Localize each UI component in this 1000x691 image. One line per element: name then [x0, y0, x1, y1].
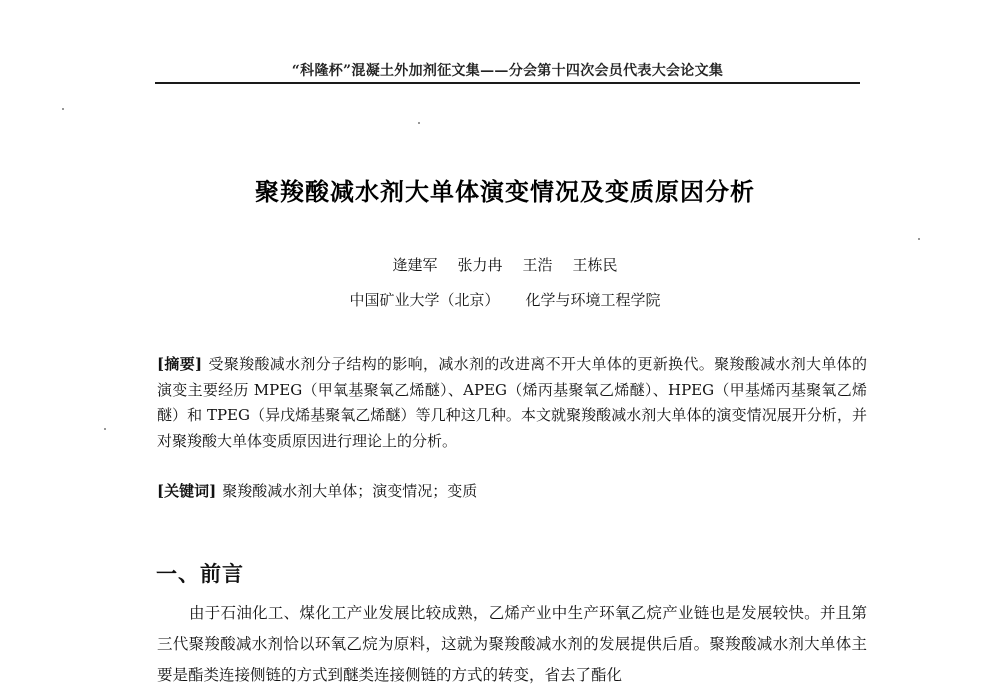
scan-speck	[918, 238, 920, 240]
paper-title: 聚羧酸减水剂大单体演变情况及变质原因分析	[255, 178, 755, 206]
author: 王浩	[522, 256, 553, 274]
header-rule	[155, 82, 860, 84]
keywords	[157, 479, 867, 504]
school: 化学与环境工程学院	[525, 291, 661, 309]
affiliation	[0, 289, 1000, 310]
abstract-label: [摘要]	[157, 355, 203, 373]
scan-speck	[104, 428, 106, 430]
scan-speck	[62, 108, 64, 110]
abstract-text: 受聚羧酸减水剂分子结构的影响，减水剂的改进离不开大单体的更新换代。聚羧酸减水剂大单体的演变主要经历 MPEG（甲氧基聚氧乙烯醚）、APEG（烯丙基聚氧乙烯醚）、HPEG（甲基烯丙基聚氧乙烯醚）和 TPEG（异戊烯基聚氧乙烯醚）等几种这几种。本文就聚羧酸减水剂大单体的演变情况展开分析，并对聚羧酸大单体变质原因进行理论上的分析。	[157, 355, 867, 450]
running-header: “科隆杯”混凝土外加剂征文集——分会第十四次会员代表大会论文集	[291, 63, 724, 79]
scan-speck	[418, 122, 420, 124]
keywords-text: 聚羧酸减水剂大单体；演变情况；变质	[222, 482, 478, 500]
section-heading: 一、前言	[156, 562, 244, 586]
institution: 中国矿业大学（北京）	[349, 291, 500, 309]
abstract	[157, 352, 867, 454]
author: 张力冉	[457, 256, 503, 274]
body-paragraph: 由于石油化工、煤化工产业发展比较成熟，乙烯产业中生产环氧乙烷产业链也是发展较快。并且第三代聚羧酸减水剂恰以环氧乙烷为原料，这就为聚羧酸减水剂的发展提供后盾。聚羧酸减水剂大单体主要是酯类连接侧链的方式到醚类连接侧链的方式的转变，省去了酯化	[157, 604, 867, 684]
author-list	[0, 254, 1000, 275]
author: 逄建军	[392, 256, 438, 274]
author: 王栋民	[572, 256, 618, 274]
keywords-label: [关键词]	[157, 482, 217, 500]
